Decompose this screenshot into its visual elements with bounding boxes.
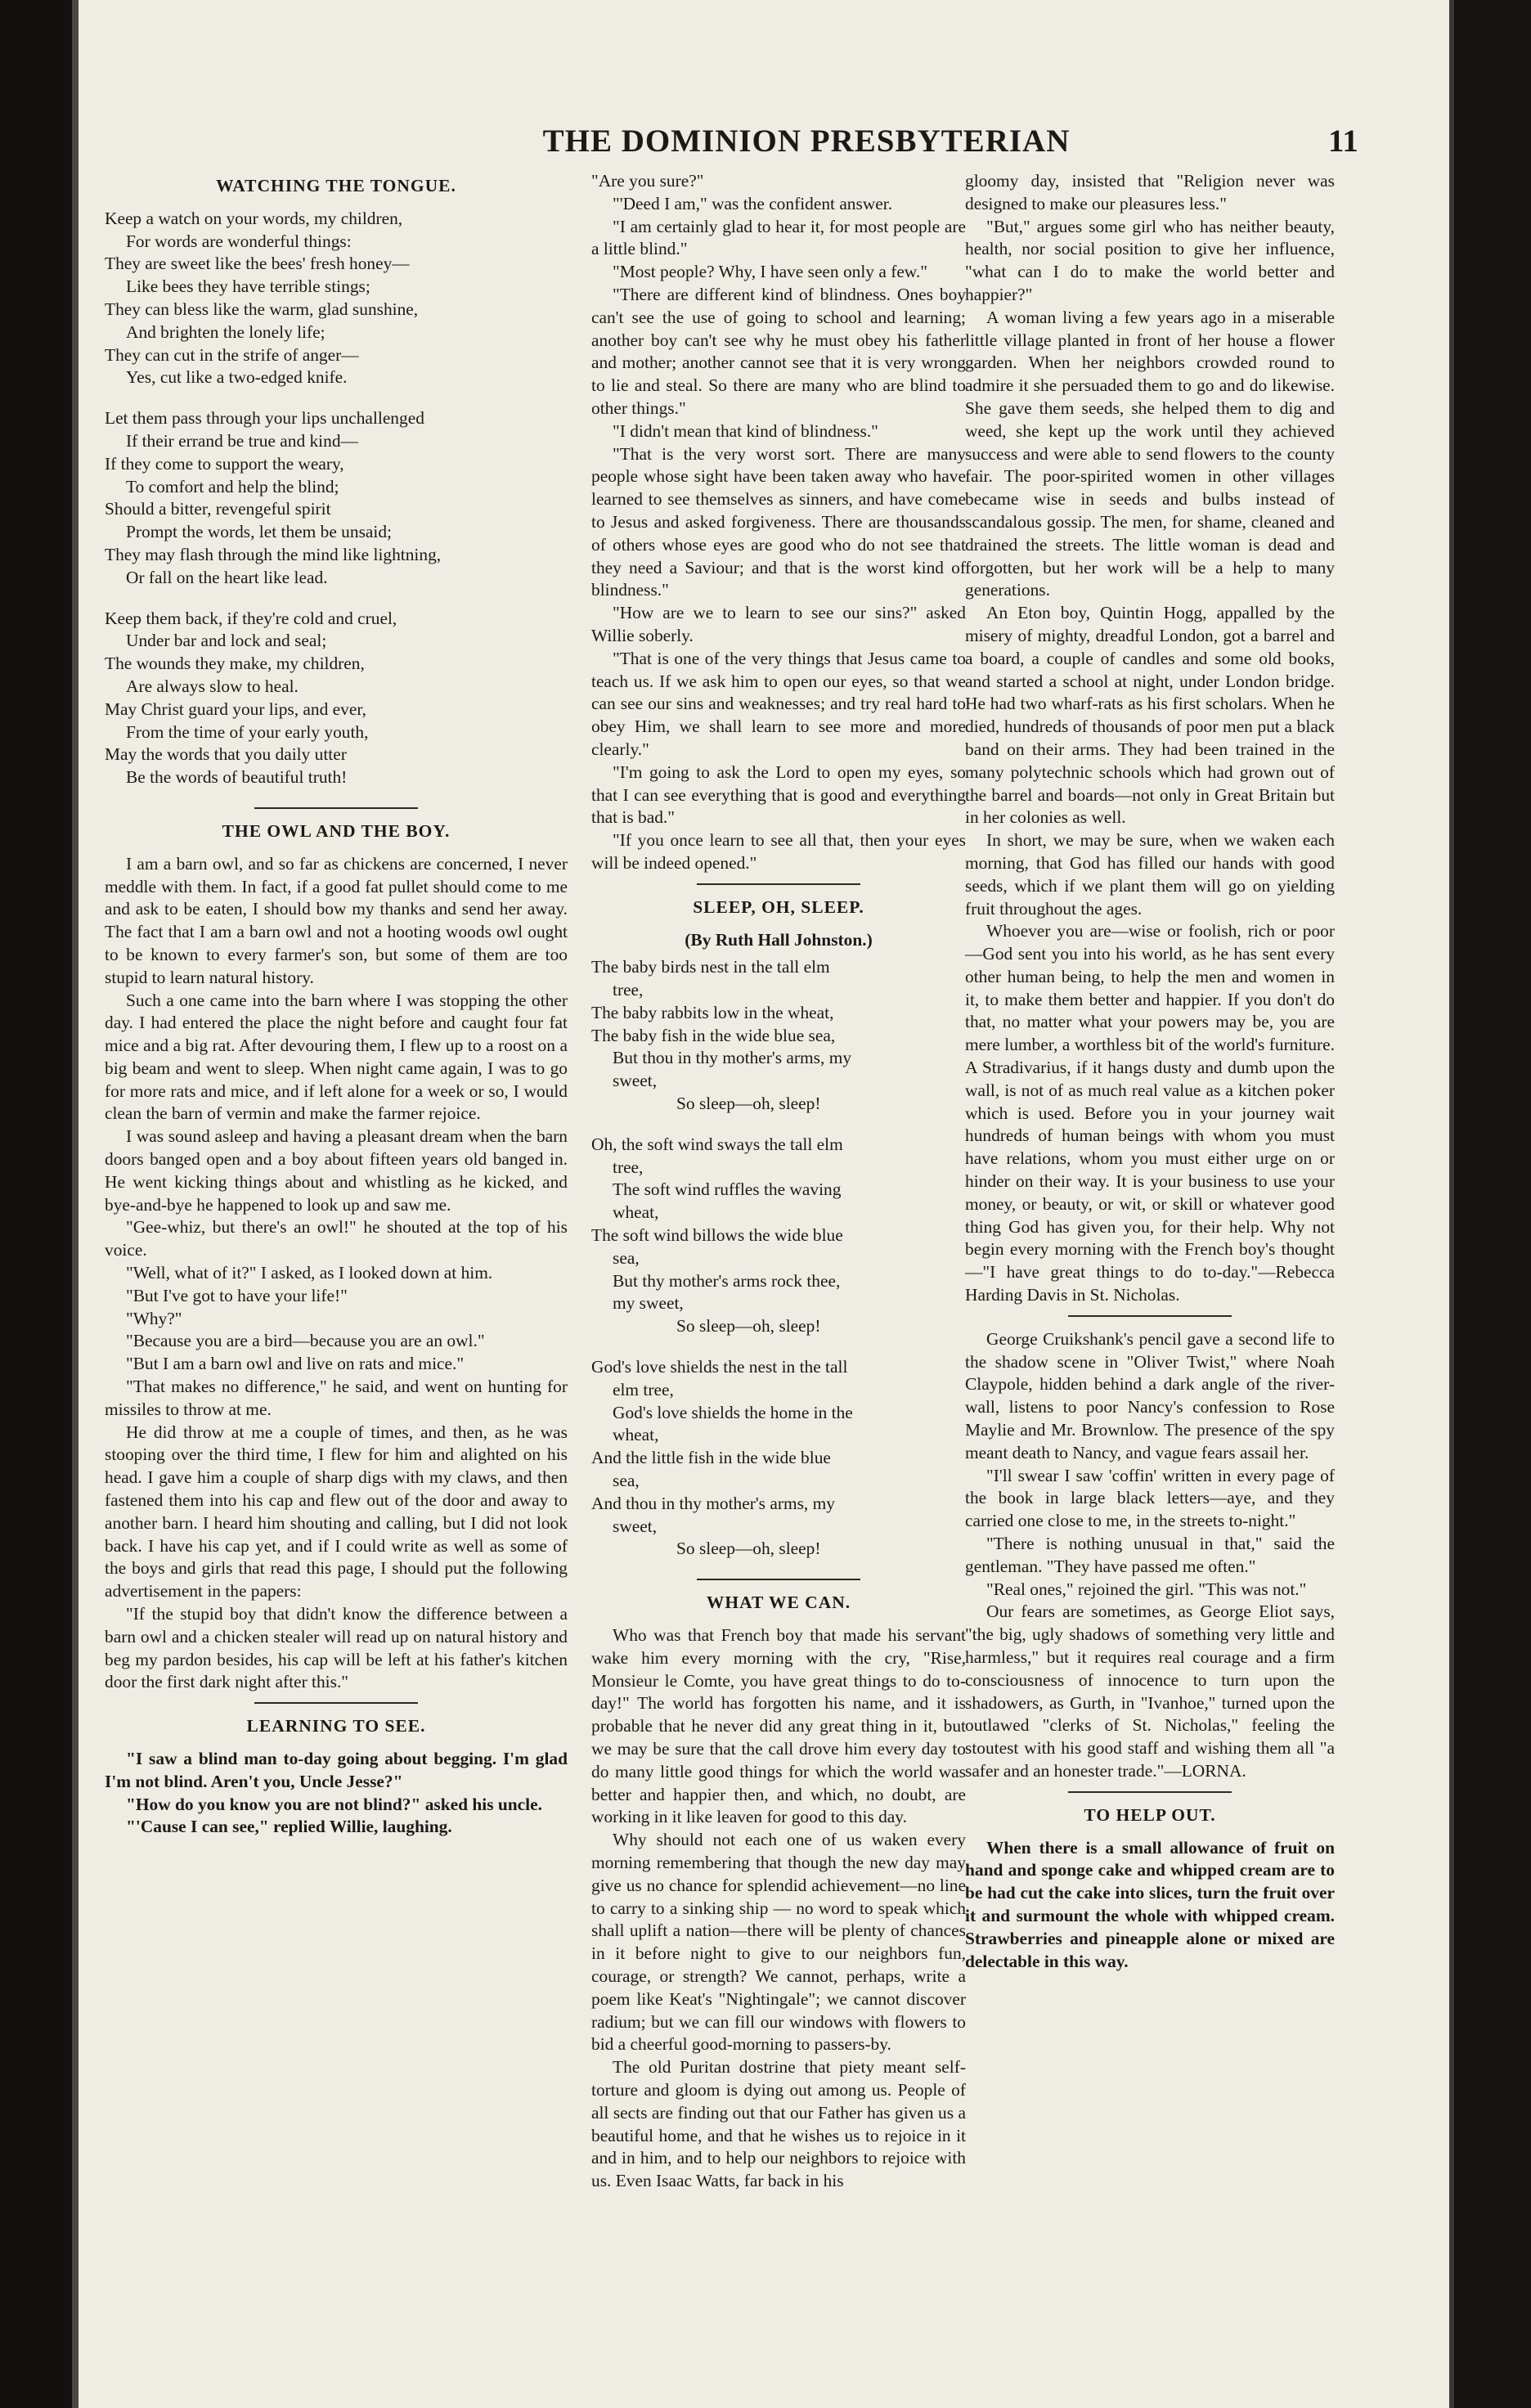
poem-line: elm tree,	[613, 1379, 674, 1399]
article-title-sleep: SLEEP, OH, SLEEP.	[693, 896, 864, 917]
poem-line: God's love shields the home in the	[613, 1402, 853, 1422]
poem-line: Prompt the words, let them be unsaid;	[126, 522, 392, 542]
poem-line: They can bless like the warm, glad sunshine,	[105, 299, 419, 319]
poem-line: my sweet,	[613, 1293, 684, 1314]
poem-line: Oh, the soft wind sways the tall elm	[591, 1134, 843, 1154]
article-body-learning-continued	[591, 170, 966, 875]
paragraph: Such a one came into the barn where I was stopping the other day. I had entered the place the night before and caught four fat mice and a big rat. After devouring them, I flew up to a roost on a big beam and went to sleep. When night came again, I was to go for more rats and mice, and if left alone for a week or so, I would clean the barn of vermin and make the farmer rejoice.	[105, 990, 568, 1124]
paragraph: "I saw a blind man to-day going about begging. I'm glad I'm not blind. Aren't you, Uncle Jesse?"	[105, 1749, 568, 1791]
poem-line: So sleep—oh, sleep!	[676, 1094, 821, 1114]
poem-line: For words are wonderful things:	[126, 231, 352, 251]
poem-line: And brighten the lonely life;	[126, 321, 326, 342]
paragraph: "If you once learn to see all that, then your eyes will be indeed opened."	[591, 830, 966, 873]
poem-watching-the-tongue	[105, 208, 568, 789]
poem-line: Should a bitter, revengeful spirit	[105, 499, 331, 519]
divider	[697, 1579, 860, 1580]
poem-line: The soft wind billows the wide blue	[591, 1225, 843, 1246]
paragraph: "'Deed I am," was the confident answer.	[613, 193, 893, 213]
paragraph: "How do you know you are not blind?" asked his uncle.	[126, 1794, 542, 1814]
poem-line: If their errand be true and kind—	[126, 430, 358, 451]
paragraph: Who was that French boy that made his servant wake him every morning with the cry, "Rise, Monsieur le Comte, you have great things to do to-day!" The world has forgotten his name, and it is probable that he never did any great thing in it, but we may be sure that the call drove him every day to do many little good things for which the world was better and happier then, and which, no doubt, are working in it like leaven for good to this day.	[591, 1625, 966, 1827]
paragraph: "But I've got to have your life!"	[126, 1285, 348, 1305]
divider	[1068, 1791, 1232, 1793]
poem-line: If they come to support the weary,	[105, 453, 344, 474]
poem-line: From the time of your early youth,	[126, 721, 369, 742]
poem-line: They are sweet like the bees' fresh honey—	[105, 254, 410, 274]
paragraph: "Why?"	[126, 1308, 182, 1328]
poem-line: Keep a watch on your words, my children,	[105, 208, 403, 228]
divider	[254, 1702, 418, 1704]
article-body-what-we-can	[591, 1624, 966, 2193]
poem-line: Or fall on the heart like lead.	[126, 567, 328, 587]
poem-line: The baby rabbits low in the wheat,	[591, 1002, 834, 1022]
paragraph: "I'll swear I saw 'coffin' written in every page of the book in large black letters—aye, and they carried one close to me, in the streets to-night."	[965, 1465, 1335, 1531]
paragraph: In short, we may be sure, when we waken each morning, that God has filled our hands with good seeds, which if we plant them will go on yielding fruit throughout the ages.	[965, 830, 1335, 919]
masthead: THE DOMINION PRESBYTERIAN	[542, 124, 1071, 159]
paragraph: I was sound asleep and having a pleasant dream when the barn doors banged open and a boy about fifteen years old banged in. He went kicking things about and whistling as he kicked, and bye-and-bye he happened to look up and saw me.	[105, 1126, 568, 1215]
poem-stanza	[105, 208, 568, 389]
paragraph: An Eton boy, Quintin Hogg, appalled by the misery of mighty, dreadful London, got a barrel and a board, a couple of candles and some old books, and started a school at night, under London bridge. He had two wharf-rats as his first scholars. When he died, hundreds of thousands of poor men put a black band on their arms. They had been trained in the many polytechnic schools which had grown out of the barrel and boards—not only in Great Britain but in her colonies as well.	[965, 603, 1335, 828]
paragraph: "I'm going to ask the Lord to open my eyes, so that I can see everything that is good and everything that is bad."	[591, 761, 966, 828]
poem-line: The baby birds nest in the tall elm	[591, 957, 830, 977]
paragraph: Why should not each one of us waken every morning remembering that though the new day may give us no chance for splendid achievement—no line to carry to a sinking ship — no word to speak which shall uplift a nation—there will be plenty of chances in it before night to give to our neighbors fun, courage, or strength? We cannot, perhaps, write a poem like Keat's "Nightingale"; we cannot discover radium; but we can fill our windows with flowers to bid a cheerful good-morning to passers-by.	[591, 1830, 966, 2055]
poem-line: Let them pass through your lips unchallenged	[105, 408, 424, 429]
poem-line: So sleep—oh, sleep!	[676, 1316, 821, 1337]
paragraph: "Because you are a bird—because you are an owl."	[126, 1331, 485, 1351]
poem-line: But thy mother's arms rock thee,	[613, 1270, 841, 1291]
article-body-owl	[105, 853, 568, 1694]
poem-line: wheat,	[613, 1425, 659, 1445]
poem-line: And the little fish in the wide blue	[591, 1448, 831, 1468]
paragraph: "Are you sure?"	[591, 171, 704, 191]
scan-border-left	[0, 0, 79, 2408]
paragraph: "That is the very worst sort. There are many people whose sight have been taken away who have learned to see themselves as sinners, and have come to Jesus and asked forgiveness. There are thousands of others whose eyes are good who do not see that they need a Saviour; and that is the worst kind of blindness."	[591, 443, 966, 600]
article-title-learning: LEARNING TO SEE.	[246, 1716, 426, 1736]
article-body-what-we-can-continued	[965, 170, 1335, 1307]
paragraph: "How are we to learn to see our sins?" asked Willie soberly.	[591, 603, 966, 645]
paragraph: "'Cause I can see," replied Willie, laughing.	[126, 1817, 452, 1837]
poem-stanza	[591, 1356, 966, 1561]
paragraph: "Gee-whiz, but there's an owl!" he shouted at the top of his voice.	[105, 1217, 568, 1260]
article-title-owl: THE OWL AND THE BOY.	[222, 820, 451, 841]
poem-line: sweet,	[613, 1071, 658, 1091]
paragraph: "I didn't mean that kind of blindness."	[613, 420, 878, 441]
column-2	[591, 170, 966, 2193]
poem-line: sweet,	[613, 1516, 658, 1536]
poem-line: And thou in thy mother's arms, my	[591, 1493, 835, 1513]
poem-line: The wounds they make, my children,	[105, 654, 365, 674]
poem-line: Yes, cut like a two-edged knife.	[126, 367, 348, 388]
poem-line: wheat,	[613, 1202, 659, 1223]
paragraph: "There is nothing unusual in that," said the gentleman. "They have passed me often."	[965, 1534, 1335, 1576]
paragraph: I am a barn owl, and so far as chickens are concerned, I never meddle with them. In fact, if a good fat pullet should come to me and ask to be eaten, I should bow my thanks and send her away. The fact that I am a barn owl and not a hooting woods owl ought to be known to every farmer's son, but some of them are too stupid to learn natural history.	[105, 853, 568, 987]
poem-stanza	[591, 1134, 966, 1338]
poem-line: To comfort and help the blind;	[126, 476, 339, 496]
poem-line: Are always slow to heal.	[126, 676, 299, 696]
article-title-watching: WATCHING THE TONGUE.	[216, 176, 456, 195]
poem-line: So sleep—oh, sleep!	[676, 1539, 821, 1559]
article-body-cruikshank	[965, 1328, 1335, 1783]
paragraph: "Well, what of it?" I asked, as I looked down at him.	[126, 1263, 493, 1283]
poem-line: tree,	[613, 1157, 644, 1177]
paragraph: "Most people? Why, I have seen only a few."	[613, 262, 927, 282]
poem-line: They may flash through the mind like lightning,	[105, 544, 442, 564]
poem-line: Be the words of beautiful truth!	[126, 767, 348, 788]
paragraph: "There are different kind of blindness. Ones boy can't see the use of going to school and learning; another boy can't see why he must obey his father and mother; another cannot see that it is very wrong to lie and steal. So there are many who are blind to other things."	[591, 284, 966, 418]
poem-stanza	[105, 608, 568, 789]
column-1	[105, 170, 568, 1839]
poem-line: sea,	[613, 1247, 640, 1268]
paragraph: Our fears are sometimes, as George Eliot says, "the big, ugly shadows of something very little and harmless," but it requires real courage and a firm consciousness of innocence to turn upon the shadowers, as Gurth, in "Ivanhoe," turned upon the outlawed "clerks of St. Nicholas," feeling the stoutest with his good staff and wishing them all "a safer and an honester trade."—LORNA.	[965, 1602, 1335, 1781]
paragraph: "If the stupid boy that didn't know the difference between a barn owl and a chicken stealer will read up on natural history and beg my pardon besides, his cap will be left at his father's kitchen door the first dark night after this."	[105, 1604, 568, 1692]
poem-line: Like bees they have terrible stings;	[126, 276, 370, 297]
paragraph: "Real ones," rejoined the girl. "This was not."	[986, 1579, 1307, 1599]
paragraph: Whoever you are—wise or foolish, rich or poor—God sent you into his world, as he has sent every other human being, to help the men and women in it, to make them better and happier. If you don't do that, no matter what your powers may be, you are mere lumber, a worthless bit of the world's furniture. A Stradivarius, if it hangs dusty and dumb upon the wall, is not of as much real value as a kitchen poker which is used. Before you in your journey wait hundreds of human beings with whom you must have relations, whom you must either urge on or hinder on their way. It is your business to use your money, or beauty, or wit, or skill or whatever good thing God has given you, for their help. Why not begin every morning with the French boy's thought—"I have great things to do to-day."—Rebecca Harding Davis in St. Nicholas.	[965, 921, 1335, 1305]
poem-line: Under bar and lock and seal;	[126, 631, 327, 651]
paragraph: When there is a small allowance of fruit on hand and sponge cake and whipped cream are to be had cut the cake into slices, turn the fruit over it and surmount the whole with whipped cream. Strawberries and pineapple alone or mixed are delectable in this way.	[965, 1837, 1335, 1971]
divider	[697, 883, 860, 885]
poem-line: But thou in thy mother's arms, my	[613, 1048, 852, 1068]
poem-stanza	[591, 956, 966, 1116]
paragraph: George Cruikshank's pencil gave a second life to the shadow scene in "Oliver Twist," where Noah Claypole, hidden behind a dark angle of the river-wall, listens to poor Nancy's confession to Rose Maylie and Mr. Brownlow. The presence of the spy meant death to Nancy, and vague fears assail her.	[965, 1328, 1335, 1462]
poem-line: May the words that you daily utter	[105, 744, 347, 765]
paragraph: "That is one of the very things that Jesus came to teach us. If we ask him to open our eyes, so that we can see our sins and weaknesses; and try real hard to obey Him, we shall learn to see more and more clearly."	[591, 648, 966, 759]
divider	[1068, 1315, 1232, 1317]
article-body-help-out	[965, 1837, 1335, 1974]
poem-line: tree,	[613, 980, 644, 1000]
paragraph: "That makes no difference," he said, and went on hunting for missiles to throw at me.	[105, 1377, 568, 1419]
paragraph: The old Puritan dostrine that piety meant self-torture and gloom is dying out among us. People of all sects are finding out that our Father has given us a beautiful home, and that he wishes us to rejoice in it and in him, and to help our neighbors to rejoice with us. Even Isaac Watts, far back in his	[591, 2057, 966, 2191]
poem-stanza	[105, 407, 568, 589]
divider	[254, 807, 418, 809]
paragraph: A woman living a few years ago in a miserable little village planted in front of her house a flower garden. When her neighbors crowded round to admire it she persuaded them to go and do likewise. She gave them seeds, she helped them to dig and weed, she kept up the work until they achieved success and were able to send flowers to the county fair. The poor-spirited women in other villages became wise in seeds and bulbs instead of scandalous gossip. The men, for shame, cleaned and drained the streets. The little woman is dead and forgotten, but her work will be a help to many generations.	[965, 307, 1335, 600]
paragraph: "I am certainly glad to hear it, for most people are a little blind."	[591, 216, 966, 259]
paragraph: "But," argues some girl who has neither beauty, health, nor social position to give her influence, "what can I do to make the world better and happier?"	[965, 216, 1335, 304]
poem-line: sea,	[613, 1471, 640, 1491]
page-number: 11	[1328, 124, 1358, 159]
paragraph: He did throw at me a couple of times, and then, as he was stooping over the third time, I flew for him and alighted on his head. I gave him a couple of sharp digs with my claws, and then fastened them into his cap and flew out of the door and away to another barn. I heard him shouting and calling, but I did not look back. I have his cap yet, and if I could write as well as some of the boys and girls that read this page, I should put the following advertisement in the papers:	[105, 1422, 568, 1602]
poem-line: Keep them back, if they're cold and cruel,	[105, 608, 397, 628]
poem-line: The soft wind ruffles the waving	[613, 1179, 842, 1200]
paragraph: "But I am a barn owl and live on rats and mice."	[126, 1354, 465, 1374]
scan-border-right	[1449, 0, 1531, 2408]
article-body-learning	[105, 1748, 568, 1839]
poem-line: The baby fish in the wide blue sea,	[591, 1025, 836, 1045]
byline: (By Ruth Hall Johnston.)	[685, 929, 873, 950]
poem-line: They can cut in the strife of anger—	[105, 344, 359, 365]
poem-line: May Christ guard your lips, and ever,	[105, 699, 366, 719]
paragraph: gloomy day, insisted that "Religion never was designed to make our pleasures less."	[965, 171, 1335, 213]
column-3	[965, 170, 1335, 1973]
poem-line: God's love shields the nest in the tall	[591, 1357, 848, 1377]
article-title-what-we-can: WHAT WE CAN.	[706, 1593, 851, 1613]
poem-sleep-oh-sleep	[591, 956, 966, 1561]
article-title-help-out: TO HELP OUT.	[1084, 1804, 1216, 1825]
